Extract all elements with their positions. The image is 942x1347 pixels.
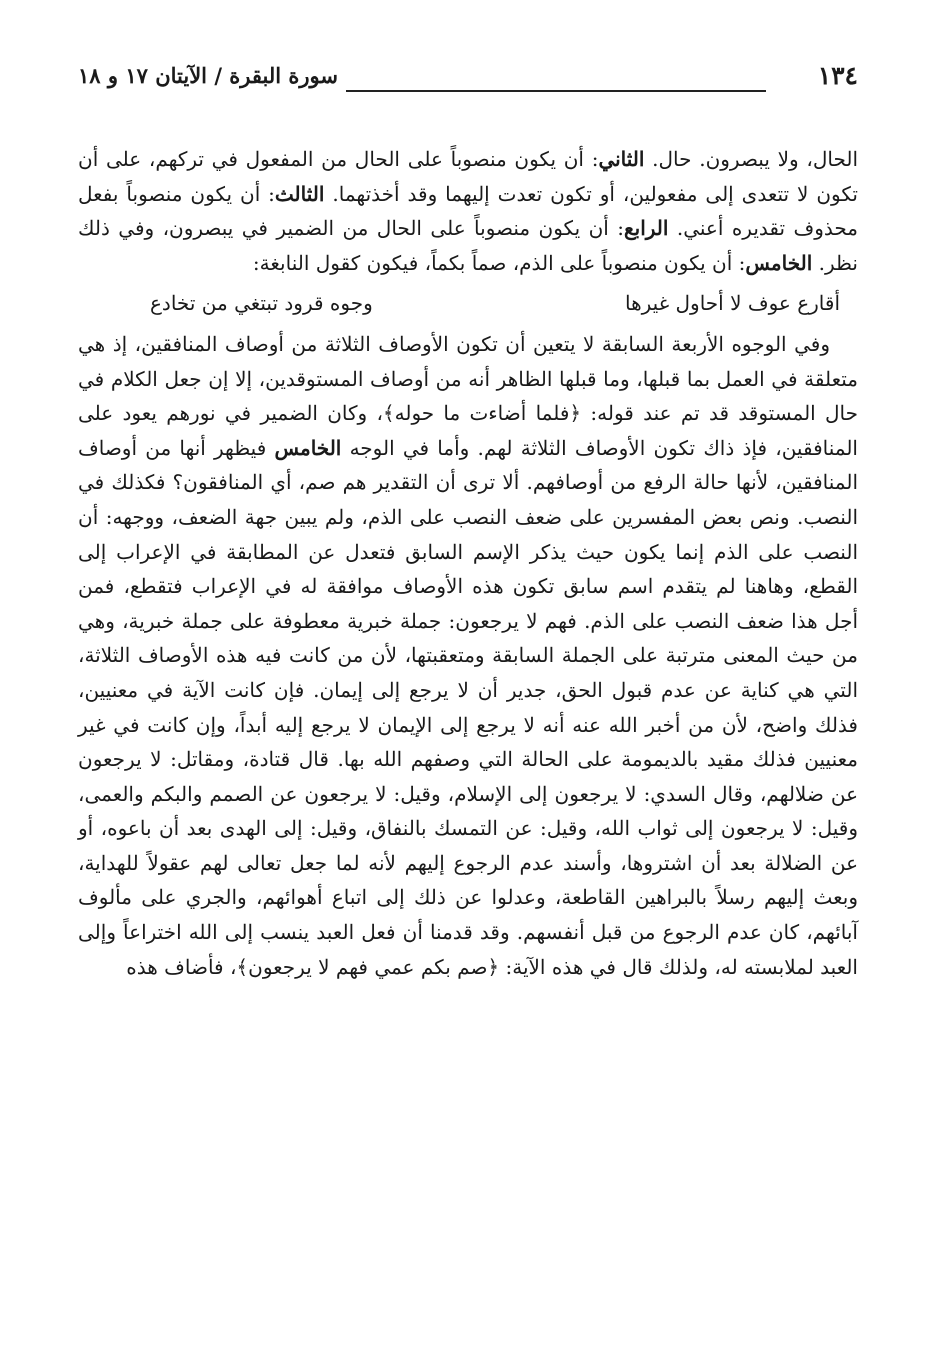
paragraph-1 [78, 142, 858, 280]
verse-first-hemistich: أقارع عوف لا أحاول غيرها [624, 291, 840, 316]
bold-term-second: الثاني [598, 147, 645, 171]
bold-term-fifth: الخامس [745, 250, 813, 275]
page-number: ١٣٤ [817, 61, 858, 90]
text-run: الحال، ولا يبصرون. حال. [644, 147, 859, 171]
bold-term-third: الثالث [274, 181, 325, 206]
text-run: فيظهر أنها من أوصاف المنافقين، لأنها حالة الرفع من أوصافهم. ألا ترى أن التقدير هم صم، أي المنافقون؟ فكذلك في النصب. ونص بعض المفسرين على ضعف النصب على الذم، ولم يبين جهة الضعف، ووجهه: أن النصب على الذم إنما يكون حيث يذكر الإسم السابق فتعدل عن المطابقة في الإعراب إلى القطع، وهاهنا لم يتقدم اسم سابق تكون هذه الأوصاف موافقة له في الإعراب فتقطع، فمن أجل هذا ضعف النصب على الذم. فهم لا يرجعون: جملة خبرية معطوفة على جملة خبرية، وهي من حيث المعنى مترتبة على الجملة السابقة ومتعقبتها، لأن من كانت فيه هذه الأوصاف الثلاثة، التي هي كناية عن عدم قبول الحق، جدير أن لا يرجع إلى إيمان. فإن كانت الآية في معنيين، فذلك واضح، لأن من أخبر الله عنه أنه لا يرجع إلى الإيمان لا يرجع إليه أبداً، وإن كانت في غير معنيين فذلك مقيد بالديمومة على الحالة التي وصفهم الله بها. قال قتادة، ومقاتل: لا يرجعون عن ضلالهم، وقال السدي: لا يرجعون إلى الإسلام، وقيل: لا يرجعون عن الصمم والبكم والعمى، وقيل: لا يرجعون إلى ثواب الله، وقيل: عن التمسك بالنفاق، وقيل: إلى الهدى بعد أن باعوه، أو عن الضلالة بعد أن اشتروها، وأسند عدم الرجوع إليهم لأنه لما جعل تعالى لهم عقولاً للهداية، وبعث إليهم رسلاً بالبراهين القاطعة، وعدلوا عن ذلك إلى اتباع أهوائهم، والجري على مألوف آبائهم، كان عدم الرجوع من قبل أنفسهم. وقد قدمنا أن فعل العبد ينسب إلى الله اختراعاً وإلى العبد لملابسته له، ولذلك قال في هذه الآية: ﴿صم بكم عمي فهم لا يرجعون﴾، فأضاف هذه [78, 435, 858, 979]
text-run: : أن يكون منصوباً بفعل محذوف تقديره أعني. [78, 181, 859, 241]
paragraph-2 [78, 327, 858, 984]
text-run: : أن يكون منصوباً على الحال من المفعول في تركهم، على أن تكون لا تتعدى إلى مفعولين، أو تكون تعدت إليهما وقد أخذتهما. [78, 147, 858, 206]
running-title: سورة البقرة / الآيتان ١٧ و ١٨ [78, 63, 338, 88]
bold-term-fourth: الرابع [623, 216, 669, 241]
bold-term-fifth: الخامس [274, 435, 342, 460]
verse-second-hemistich: وجوه قرود تبتغي من تخادع [150, 291, 373, 316]
text-run: : أن يكون منصوباً على الذم، صماً بكماً، فيكون كقول النابغة: [252, 250, 746, 275]
poetry-verse [78, 280, 858, 327]
header-rule [346, 90, 766, 92]
page-body [78, 142, 858, 984]
page-header [78, 56, 858, 96]
text-run: : أن يكون منصوباً على الحال من الضمير في يبصرون، وفي ذلك نظر. [78, 216, 858, 275]
text-run: وفي الوجوه الأربعة السابقة لا يتعين أن تكون الأوصاف الثلاثة من أوصاف المنافقين، إذ هي متعلقة في العمل بما قبلها، وما قبلها الظاهر أنه من أوصاف المستوقدين، إلا إن جعل الكلام في حال المستوقد قد تم عند قوله: ﴿فلما أضاءت ما حوله﴾، وكان الضمير في نورهم يعود على المنافقين، فإذ ذاك تكون الأوصاف الثلاثة لهم. وأما في الوجه [78, 331, 858, 460]
